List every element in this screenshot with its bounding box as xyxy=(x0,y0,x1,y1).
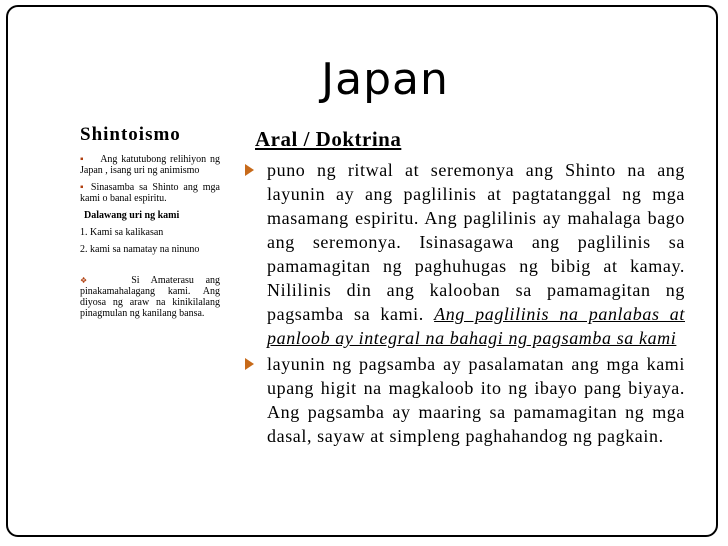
left-paragraph-3 xyxy=(80,275,220,319)
doctrine-item-2-text: layunin ng pagsamba ay pasalamatan ang mga kami upang higit na magkaloob ito ng ibayo pang biyaya. Ang pagsamba ay maaring sa pamamagitan ng mga dasal, sayaw at simpleng paghahandog ng pagkain. xyxy=(267,354,685,446)
arrow-bullet-icon xyxy=(245,164,254,176)
left-paragraph-1-text: Ang katutubong relihiyon ng Japan , isang uri ng animismo xyxy=(80,154,220,176)
left-paragraph-1 xyxy=(80,154,220,176)
right-column xyxy=(243,126,685,450)
left-paragraph-2 xyxy=(80,182,220,204)
left-heading: Shintoismo xyxy=(80,124,181,145)
left-item-2: 2. kami sa namatay na ninuno xyxy=(80,244,200,255)
doctrine-list xyxy=(243,158,685,448)
left-item-1: 1. Kami sa kalikasan xyxy=(80,227,164,238)
diamond-bullet-icon: ❖ xyxy=(80,276,97,285)
left-subhead: Dalawang uri ng kami xyxy=(84,210,180,221)
left-column xyxy=(80,124,220,325)
slide-title: Japan xyxy=(321,54,449,105)
doctrine-item-1-text: puno ng ritwal at seremonya ang Shinto na ang layunin ay ang paglilinis at pagtatanggal ng mga masamang espiritu. Ang paglilinis ay mahalaga bago ang seremonya. Isinasagawa ang paglilinis sa pamamagitan ng paghuhugas ng bibig at kamay. Nililinis din ang kalooban sa pamamagitan ng pagsamba sa kami. xyxy=(267,160,685,324)
left-paragraph-3-text: Si Amaterasu ang pinakamahalagang kami. Ang diyosa ng araw na kinikilalang pinagmulan ng kanilang bansa. xyxy=(80,275,221,319)
arrow-bullet-icon xyxy=(245,358,254,370)
bullet-dot-icon: ▪ xyxy=(80,182,86,193)
doctrine-item-2 xyxy=(243,352,685,448)
right-heading: Aral / Doktrina xyxy=(255,127,402,151)
doctrine-item-1 xyxy=(243,158,685,350)
bullet-dot-icon: ▪ xyxy=(80,154,85,165)
left-paragraph-2-text: Sinasamba sa Shinto ang mga kami o banal espiritu. xyxy=(80,182,220,204)
doctrine-item-1-emphasis: Ang paglilinis na panlabas at panloob ay integral na bahagi ng pagsamba sa kami xyxy=(267,304,685,348)
